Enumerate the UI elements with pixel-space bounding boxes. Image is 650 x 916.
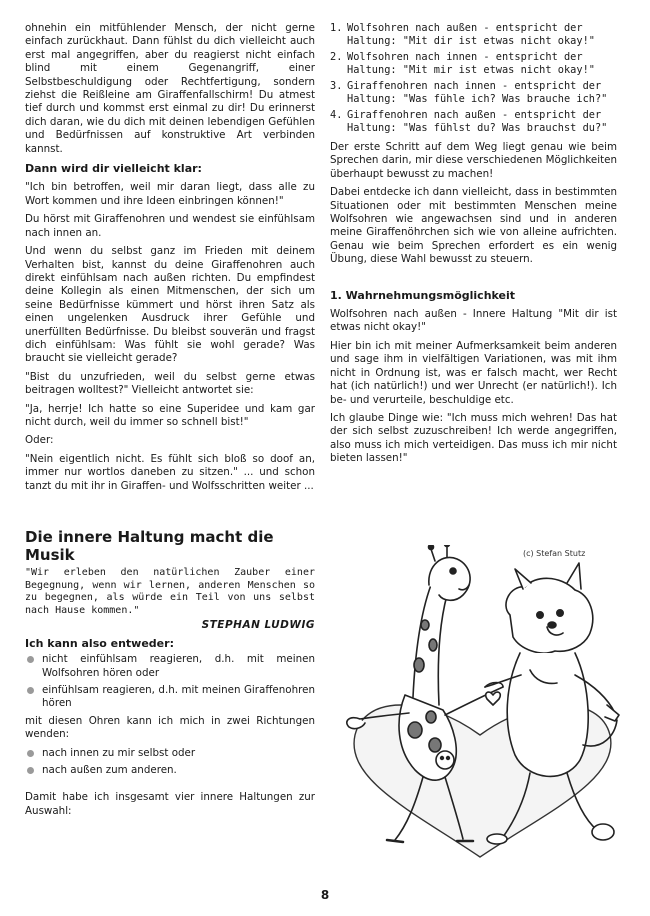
paragraph: Und wenn du selbst ganz im Frieden mit deinem Verhalten bist, kannst du deine Giraffenohren auch direkt einfühlsam nach außen richten. Du empfindest deine Kollegin als einen Mitmenschen, der sich um seine Bedürfnisse kümmert und hörst ihren Satz als einen ungelenken Ausdruck ihrer Gefühle und unerfüllten Bedürfnisse. Du bleibst souverän und fragst dich einfühlsam: Was fühlt sie wohl gerade? Was braucht sie vielleicht gerade? <box>25 245 315 365</box>
giraffe-wolf-dance-illustration <box>335 545 625 865</box>
bullet-list <box>25 747 315 778</box>
paragraph: Damit habe ich insgesamt vier innere Haltungen zur Auswahl: <box>25 791 315 817</box>
bullet-dot-icon <box>27 687 34 694</box>
list-item: nach innen zu mir selbst oder <box>25 747 315 760</box>
paragraph: Wolfsohren nach außen - Innere Haltung "Mit dir ist etwas nicht okay!" <box>330 308 617 334</box>
list-item: nach außen zum anderen. <box>25 764 315 777</box>
list-item: nicht einfühlsam reagieren, d.h. mit meinen Wolfsohren hören oder <box>25 653 315 680</box>
bullet-dot-icon <box>27 656 34 663</box>
paragraph: "Nein eigentlich nicht. Es fühlt sich bloß so doof an, immer nur wortlos daneben zu sitzen." ... und schon tanzt du mit ihr in Giraffen- und Wolfsschritten weiter ... <box>25 452 315 492</box>
paragraph: mit diesen Ohren kann ich mich in zwei Richtungen wenden: <box>25 714 315 741</box>
list-item: 1. Wolfsohren nach außen - entspricht der Haltung: "Mit dir ist etwas nicht okay!" <box>330 22 595 47</box>
bullet-dot-icon <box>27 767 34 774</box>
page-number: 8 <box>320 888 330 902</box>
paragraph: "Ja, herrje! Ich hatte so eine Superidee und kam gar nicht durch, weil du immer so schnell bist!" <box>25 402 315 428</box>
paragraph: Hier bin ich mit meiner Aufmerksamkeit beim anderen und sage ihm in vielfältigen Variationen, was mit ihm nicht in Ordnung ist, was er falsch macht, wer Recht hat (ich natürlich!) und wer Unrecht (er natürlich!). Ich be- und verurteile, beschuldige etc. <box>330 339 617 406</box>
subheading-wahrnehmungsmoeglichkeit: 1. Wahrnehmungsmöglichkeit <box>330 288 516 302</box>
paragraph: Der erste Schritt auf dem Weg liegt genau wie beim Sprechen darin, mir diese verschiedenen Möglichkeiten überhaupt bewusst zu machen! <box>330 141 617 180</box>
paragraph: Ich glaube Dinge wie: "Ich muss mich wehren! Das hat der sich selbst zuzuschreiben! Ich werde angegriffen, also muss ich mich verteidigen. Das muss ich mir nicht bieten lassen!" <box>330 411 617 465</box>
paragraph: "Ich bin betroffen, weil mir daran liegt, dass alle zu Wort kommen und ihre Ideen einbringen können!" <box>25 181 315 207</box>
list-item: 3. Giraffenohren nach innen - entspricht der Haltung: "Was fühle ich? Was brauche ich?" <box>330 80 608 105</box>
list-item: einfühlsam reagieren, d.h. mit meinen Giraffenohren hören <box>25 684 315 711</box>
subheading-ich-kann-also: Ich kann also entweder: <box>25 636 174 650</box>
paragraph: Du hörst mit Giraffenohren und wendest sie einfühlsam nach innen an. <box>25 213 315 239</box>
paragraph: "Bist du unzufrieden, weil du selbst gerne etwas beitragen wolltest?" Vielleicht antwortet sie: <box>25 370 315 397</box>
paragraph: ohnehin ein mitfühlender Mensch, der nicht gerne einfach zurückhaut. Dann fühlst du dich vielleicht auch erst mal angegriffen, aber du reagierst nicht einfach blind mit einem Gegenangriff, einer Selbstbeschuldigung oder Rechtfertigung, sondern ziehst die Reißleine am Giraffenfallschirm! Du atmest tief durch und kommst erst einmal zu dir! Du erinnerst dich daran, wie du dich mit deinen lebendigen Gefühlen und Bedürfnissen auf konstruktive Art verbinden kannst. <box>25 22 315 155</box>
right-column <box>330 22 617 471</box>
quote-author: STEPHAN LUDWIG <box>201 619 315 632</box>
list-item: 4. Giraffenohren nach außen - entspricht der Haltung: "Was fühlst du? Was brauchst du?" <box>330 109 608 134</box>
quote: "Wir erleben den natürlichen Zauber einer Begegnung, wenn wir lernen, anderen Menschen so zu begegnen, als würde ein Teil von uns selbst nach Hause kommen." <box>25 567 315 616</box>
section-title: Die innere Haltung macht die Musik <box>25 528 274 564</box>
bullet-list <box>25 653 315 711</box>
bullet-dot-icon <box>27 750 34 757</box>
left-column <box>25 22 315 823</box>
list-item: 2. Wolfsohren nach innen - entspricht der Haltung: "Mit mir ist etwas nicht okay!" <box>330 51 595 76</box>
illustration-credit: (c) Stefan Stutz <box>523 549 586 558</box>
paragraph: Oder: <box>25 434 54 447</box>
paragraph: Dabei entdecke ich dann vielleicht, dass in bestimmten Situationen oder mit bestimmten Menschen meine Wolfsohren wie angewachsen sind und in anderen meine Giraffenöhrchen sich wie von alleine aufrichten. Genau wie beim Sprechen erfordert es ein wenig Übung, diese Wahl bewusst zu steuern. <box>330 186 617 266</box>
numbered-list <box>330 22 617 135</box>
subheading-dann-wird-dir-klar: Dann wird dir vielleicht klar: <box>25 162 202 176</box>
